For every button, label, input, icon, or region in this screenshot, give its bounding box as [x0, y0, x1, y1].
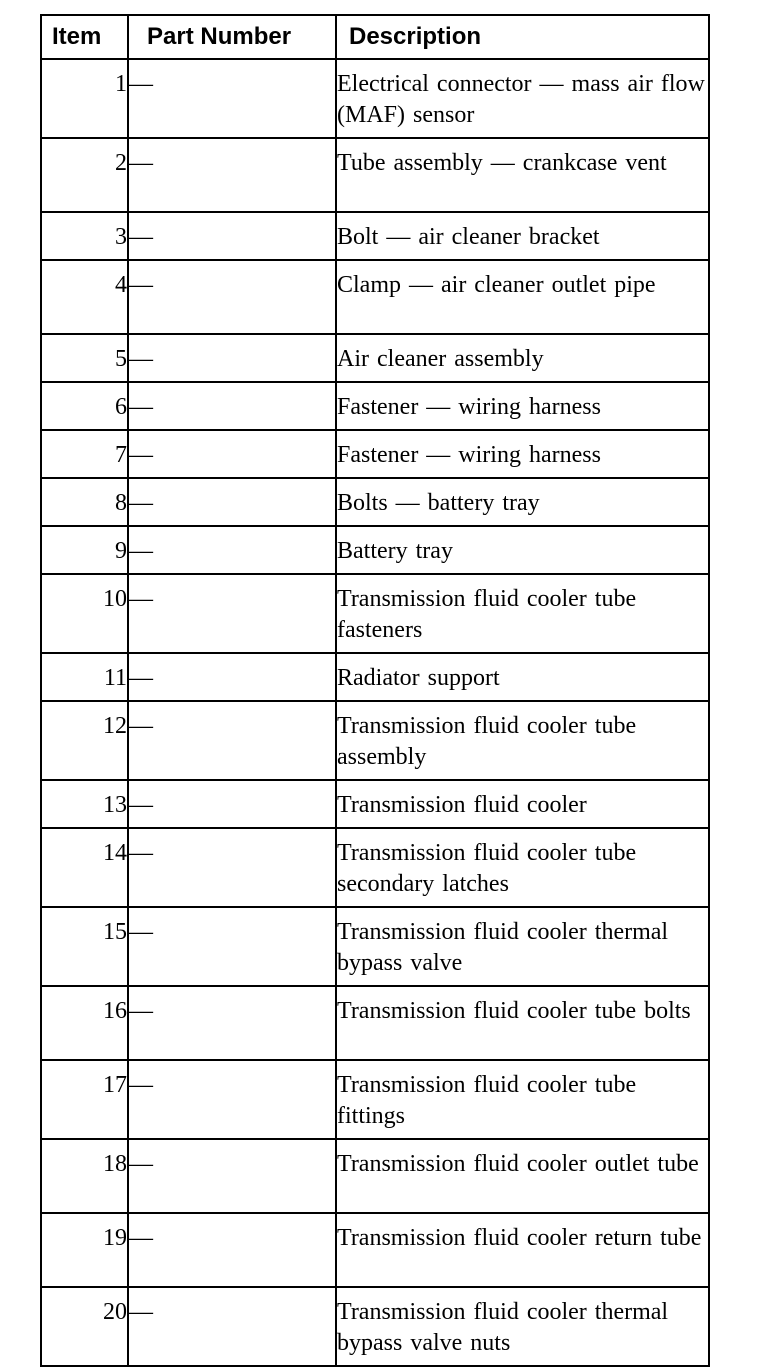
description: Fastener — wiring harness	[336, 430, 709, 478]
description: Transmission fluid cooler outlet tube	[336, 1139, 709, 1213]
table-row	[41, 1139, 709, 1213]
description: Transmission fluid cooler thermal bypass valve	[336, 907, 709, 986]
description: Battery tray	[336, 526, 709, 574]
table-row	[41, 59, 709, 138]
description: Transmission fluid cooler tube bolts	[336, 986, 709, 1060]
part-number: —	[128, 526, 336, 574]
table-row	[41, 574, 709, 653]
table-row	[41, 907, 709, 986]
part-number: —	[128, 986, 336, 1060]
item-number: 14	[41, 828, 128, 907]
part-number: —	[128, 1139, 336, 1213]
item-number: 1	[41, 59, 128, 138]
table-row	[41, 212, 709, 260]
item-number: 11	[41, 653, 128, 701]
item-number: 2	[41, 138, 128, 212]
part-number: —	[128, 1060, 336, 1139]
table-row	[41, 1213, 709, 1287]
item-number: 19	[41, 1213, 128, 1287]
table-row	[41, 701, 709, 780]
part-number: —	[128, 334, 336, 382]
item-number: 16	[41, 986, 128, 1060]
part-number: —	[128, 212, 336, 260]
table-row	[41, 526, 709, 574]
item-number: 4	[41, 260, 128, 334]
part-number: —	[128, 574, 336, 653]
item-number: 20	[41, 1287, 128, 1366]
part-number: —	[128, 1213, 336, 1287]
part-number: —	[128, 780, 336, 828]
table-row	[41, 478, 709, 526]
description: Transmission fluid cooler tube fittings	[336, 1060, 709, 1139]
part-number: —	[128, 59, 336, 138]
header-part-number: Part Number	[128, 15, 336, 59]
part-number: —	[128, 382, 336, 430]
description: Transmission fluid cooler tube secondary latches	[336, 828, 709, 907]
description: Electrical connector — mass air flow (MAF) sensor	[336, 59, 709, 138]
description: Air cleaner assembly	[336, 334, 709, 382]
description: Transmission fluid cooler	[336, 780, 709, 828]
table-row	[41, 260, 709, 334]
item-number: 12	[41, 701, 128, 780]
part-number: —	[128, 138, 336, 212]
item-number: 17	[41, 1060, 128, 1139]
header-description: Description	[336, 15, 709, 59]
part-number: —	[128, 907, 336, 986]
table-row	[41, 334, 709, 382]
item-number: 7	[41, 430, 128, 478]
table-row	[41, 828, 709, 907]
table-row	[41, 1287, 709, 1366]
description: Bolts — battery tray	[336, 478, 709, 526]
part-number: —	[128, 260, 336, 334]
description: Transmission fluid cooler tube fasteners	[336, 574, 709, 653]
part-number: —	[128, 828, 336, 907]
part-number: —	[128, 701, 336, 780]
item-number: 3	[41, 212, 128, 260]
item-number: 8	[41, 478, 128, 526]
table-row	[41, 653, 709, 701]
item-number: 18	[41, 1139, 128, 1213]
part-number: —	[128, 653, 336, 701]
header-item: Item	[41, 15, 128, 59]
table-row	[41, 1060, 709, 1139]
parts-table	[40, 14, 710, 1367]
table-row	[41, 430, 709, 478]
description: Bolt — air cleaner bracket	[336, 212, 709, 260]
header-row	[41, 15, 709, 59]
description: Fastener — wiring harness	[336, 382, 709, 430]
description: Tube assembly — crankcase vent	[336, 138, 709, 212]
item-number: 10	[41, 574, 128, 653]
table-row	[41, 382, 709, 430]
table-row	[41, 986, 709, 1060]
description: Clamp — air cleaner outlet pipe	[336, 260, 709, 334]
part-number: —	[128, 1287, 336, 1366]
table-row	[41, 780, 709, 828]
description: Radiator support	[336, 653, 709, 701]
part-number: —	[128, 430, 336, 478]
part-number: —	[128, 478, 336, 526]
description: Transmission fluid cooler return tube	[336, 1213, 709, 1287]
item-number: 6	[41, 382, 128, 430]
item-number: 5	[41, 334, 128, 382]
description: Transmission fluid cooler tube assembly	[336, 701, 709, 780]
item-number: 13	[41, 780, 128, 828]
description: Transmission fluid cooler thermal bypass valve nuts	[336, 1287, 709, 1366]
item-number: 15	[41, 907, 128, 986]
table-row	[41, 138, 709, 212]
item-number: 9	[41, 526, 128, 574]
